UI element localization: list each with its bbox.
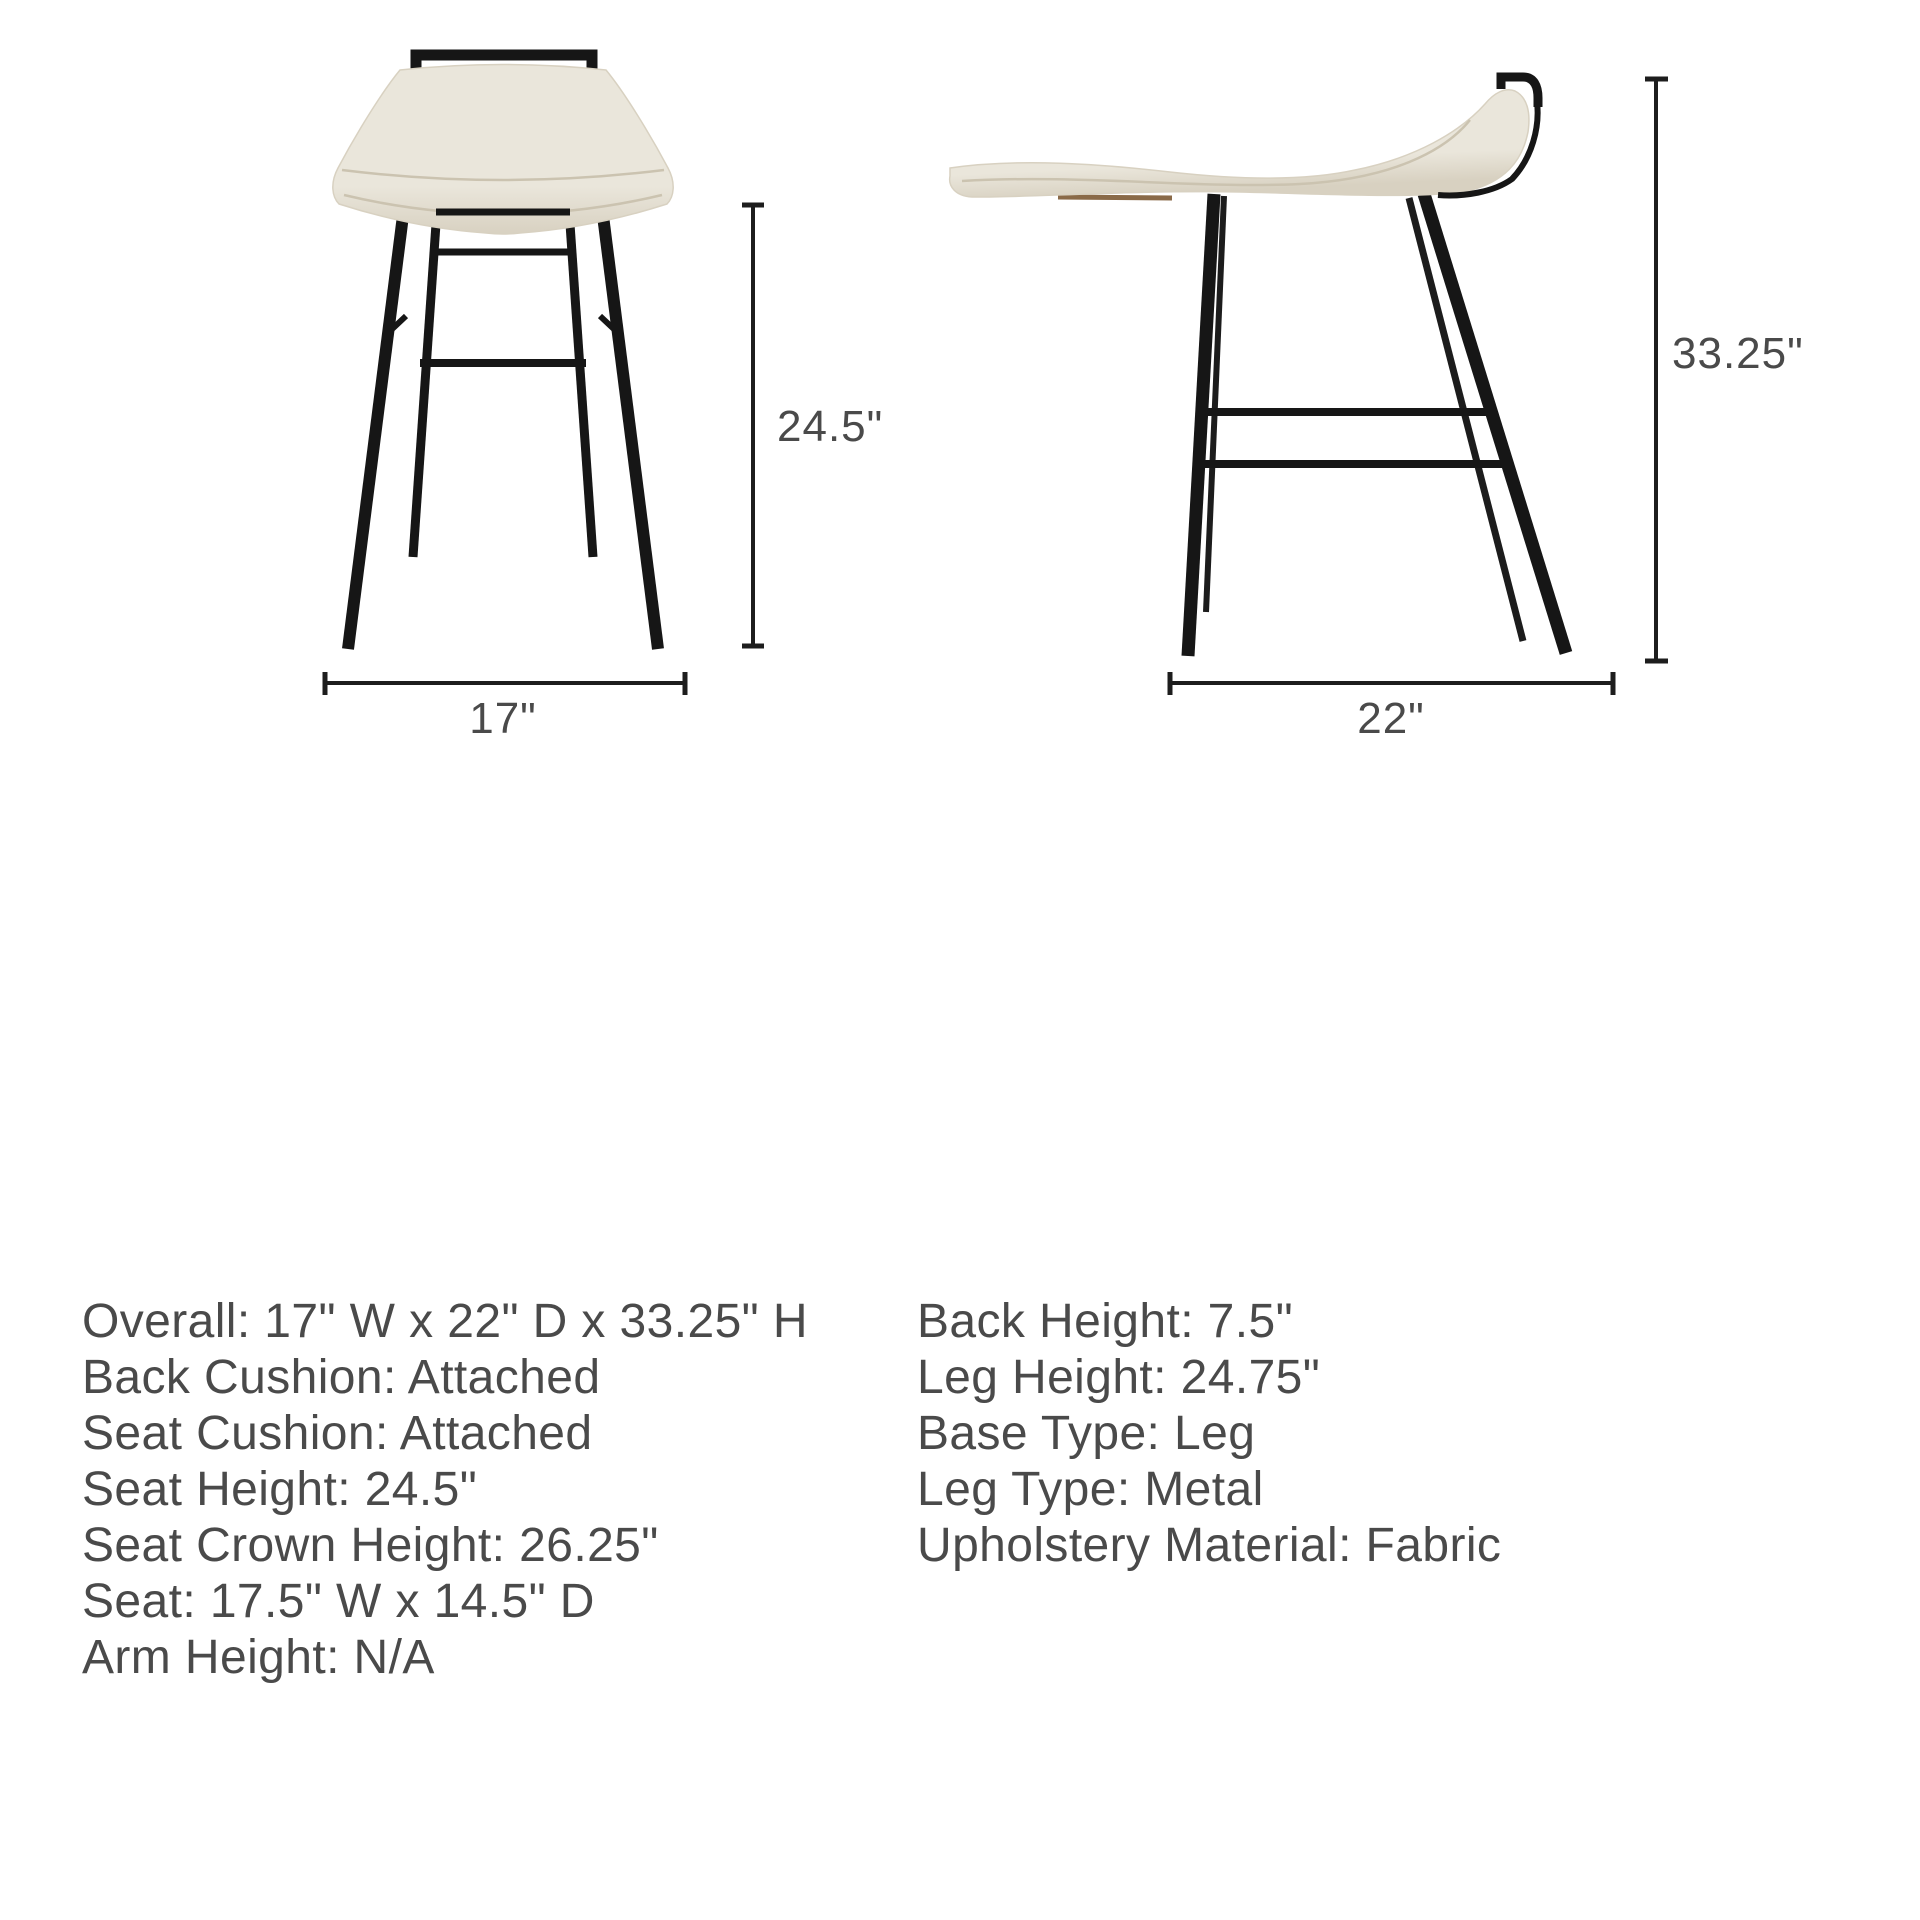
side-width-dimension-line [1170,672,1613,695]
side-far-rear-leg [1409,198,1523,641]
spec-arm-height: Arm Height: N/A [82,1631,435,1684]
front-seat-height-label: 24.5" [777,402,884,451]
side-view-illustration [950,77,1566,656]
spec-seat-size: Seat: 17.5" W x 14.5" D [82,1575,595,1628]
spec-seat-cushion: Seat Cushion: Attached [82,1407,593,1460]
front-right-leg [600,192,658,649]
front-view-illustration [333,55,673,649]
spec-overall: Overall: 17" W x 22" D x 33.25" H [82,1295,808,1348]
spec-seat-crown-height: Seat Crown Height: 26.25" [82,1519,659,1572]
front-width-label: 17" [469,694,537,743]
front-left-leg [348,192,406,649]
side-seat-base-wood [1058,197,1172,198]
side-cushion [950,90,1529,197]
side-overall-height-label: 33.25" [1672,329,1804,378]
front-width-dimension-line [325,672,685,695]
spec-leg-type: Leg Type: Metal [917,1463,1264,1516]
spec-back-height: Back Height: 7.5" [917,1295,1294,1348]
spec-leg-height: Leg Height: 24.75" [917,1351,1321,1404]
side-height-dimension-line [1645,79,1668,661]
spec-list-left [82,1294,808,1686]
side-depth-label: 22" [1357,694,1425,743]
side-rear-leg [1424,194,1566,653]
spec-seat-height: Seat Height: 24.5" [82,1463,478,1516]
front-height-dimension-line [742,205,764,646]
side-front-leg [1188,194,1214,656]
spec-list-right [917,1294,1501,1574]
spec-back-cushion: Back Cushion: Attached [82,1351,601,1404]
spec-base-type: Base Type: Leg [917,1407,1256,1460]
spec-upholstery-material: Upholstery Material: Fabric [917,1519,1502,1572]
